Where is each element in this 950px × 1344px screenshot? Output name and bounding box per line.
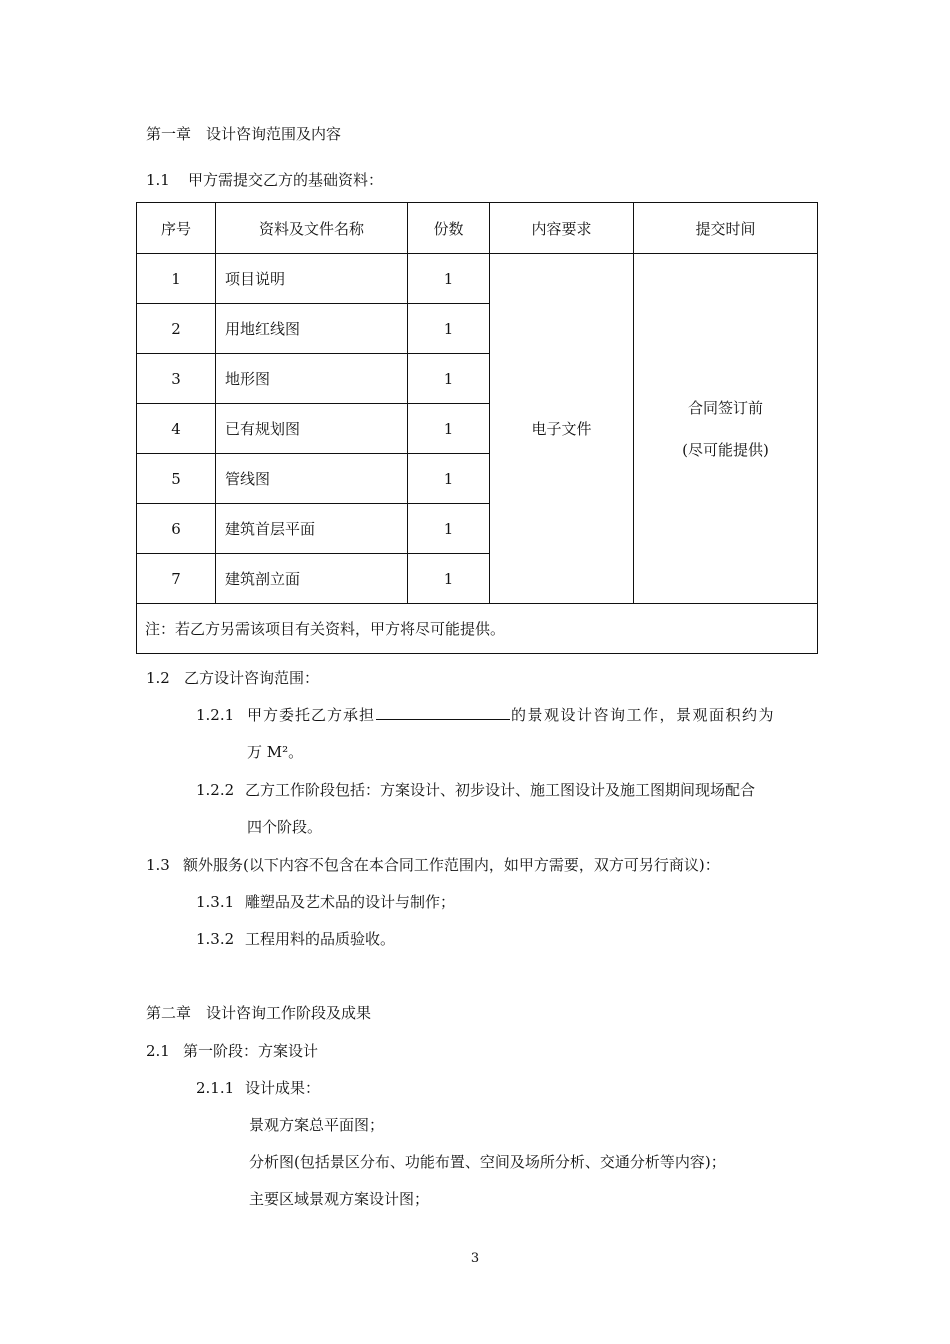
header-no: 序号	[137, 203, 216, 254]
section-text: 设计成果：	[245, 1079, 321, 1097]
blank-line	[376, 705, 510, 720]
table-note-row	[137, 604, 818, 654]
row-count: 1	[408, 404, 490, 454]
row-name: 项目说明	[216, 254, 408, 304]
row-name: 建筑剖立面	[216, 554, 408, 604]
row-no: 2	[137, 304, 216, 354]
section-1-3-1	[196, 892, 455, 912]
section-1-2-2-line-2: 四个阶段。	[247, 818, 323, 836]
section-number: 2.1	[146, 1042, 170, 1060]
section-2-1	[146, 1041, 318, 1061]
section-number: 1.2	[146, 669, 170, 687]
row-no: 6	[137, 504, 216, 554]
row-no: 4	[137, 404, 216, 454]
section-number: 1.2.1	[196, 706, 235, 724]
content-requirement-cell: 电子文件	[490, 254, 634, 604]
row-name: 用地红线图	[216, 304, 408, 354]
row-count: 1	[408, 454, 490, 504]
page-number: 3	[470, 1251, 480, 1266]
submit-time-line-1: 合同签订前	[687, 398, 763, 417]
row-name: 管线图	[216, 454, 408, 504]
row-no: 1	[137, 254, 216, 304]
row-name: 地形图	[216, 354, 408, 404]
section-1-1	[146, 170, 383, 190]
submit-time-line-2: (尽可能提供)	[682, 440, 769, 459]
header-name: 资料及文件名称	[216, 203, 408, 254]
section-1-2	[146, 668, 319, 688]
section-number: 1.3.2	[196, 930, 235, 948]
section-number: 1.3.1	[196, 893, 235, 911]
deliverable-item: 主要区域景观方案设计图；	[249, 1190, 430, 1208]
section-number: 2.1.1	[196, 1079, 235, 1097]
section-text: 甲方需提交乙方的基础资料：	[188, 171, 384, 189]
section-2-1-1	[196, 1078, 320, 1098]
row-no: 5	[137, 454, 216, 504]
section-text: 额外服务(以下内容不包含在本合同工作范围内，如甲方需要，双方可另行商议)：	[183, 856, 720, 874]
section-text-before: 甲方委托乙方承担	[247, 706, 376, 724]
row-count: 1	[408, 554, 490, 604]
row-no: 7	[137, 554, 216, 604]
section-number: 1.2.2	[196, 781, 235, 799]
row-name: 建筑首层平面	[216, 504, 408, 554]
table-note: 注：若乙方另需该项目有关资料，甲方将尽可能提供。	[137, 604, 818, 654]
section-number: 1.1	[146, 171, 170, 189]
section-1-3-2	[196, 929, 395, 949]
materials-table	[136, 202, 818, 654]
row-count: 1	[408, 254, 490, 304]
section-text: 乙方设计咨询范围：	[184, 669, 320, 687]
section-1-2-1-line-2: 万 M²。	[247, 743, 304, 761]
row-count: 1	[408, 354, 490, 404]
section-1-2-2	[196, 780, 755, 800]
section-number: 1.3	[146, 856, 170, 874]
table-header-row	[137, 203, 818, 254]
row-count: 1	[408, 504, 490, 554]
row-no: 3	[137, 354, 216, 404]
section-1-2-1	[196, 705, 775, 725]
chapter-2-title: 第二章 设计咨询工作阶段及成果	[146, 1004, 372, 1022]
deliverable-item: 景观方案总平面图；	[249, 1116, 385, 1134]
row-count: 1	[408, 304, 490, 354]
submit-time-cell	[634, 254, 818, 604]
section-text: 乙方工作阶段包括：方案设计、初步设计、施工图设计及施工图期间现场配合	[245, 781, 756, 799]
row-name: 已有规划图	[216, 404, 408, 454]
section-text: 雕塑品及艺术品的设计与制作；	[245, 893, 456, 911]
section-text: 第一阶段：方案设计	[183, 1042, 319, 1060]
deliverable-item: 分析图(包括景区分布、功能布置、空间及场所分析、交通分析等内容)；	[249, 1153, 726, 1171]
header-submit-time: 提交时间	[634, 203, 818, 254]
section-1-3	[146, 855, 720, 875]
table-row	[137, 254, 818, 304]
header-requirement: 内容要求	[490, 203, 634, 254]
section-text-after: 的景观设计咨询工作，景观面积约为	[511, 706, 776, 724]
chapter-1-title: 第一章 设计咨询范围及内容	[146, 125, 342, 143]
header-count: 份数	[408, 203, 490, 254]
section-text: 工程用料的品质验收。	[245, 930, 396, 948]
